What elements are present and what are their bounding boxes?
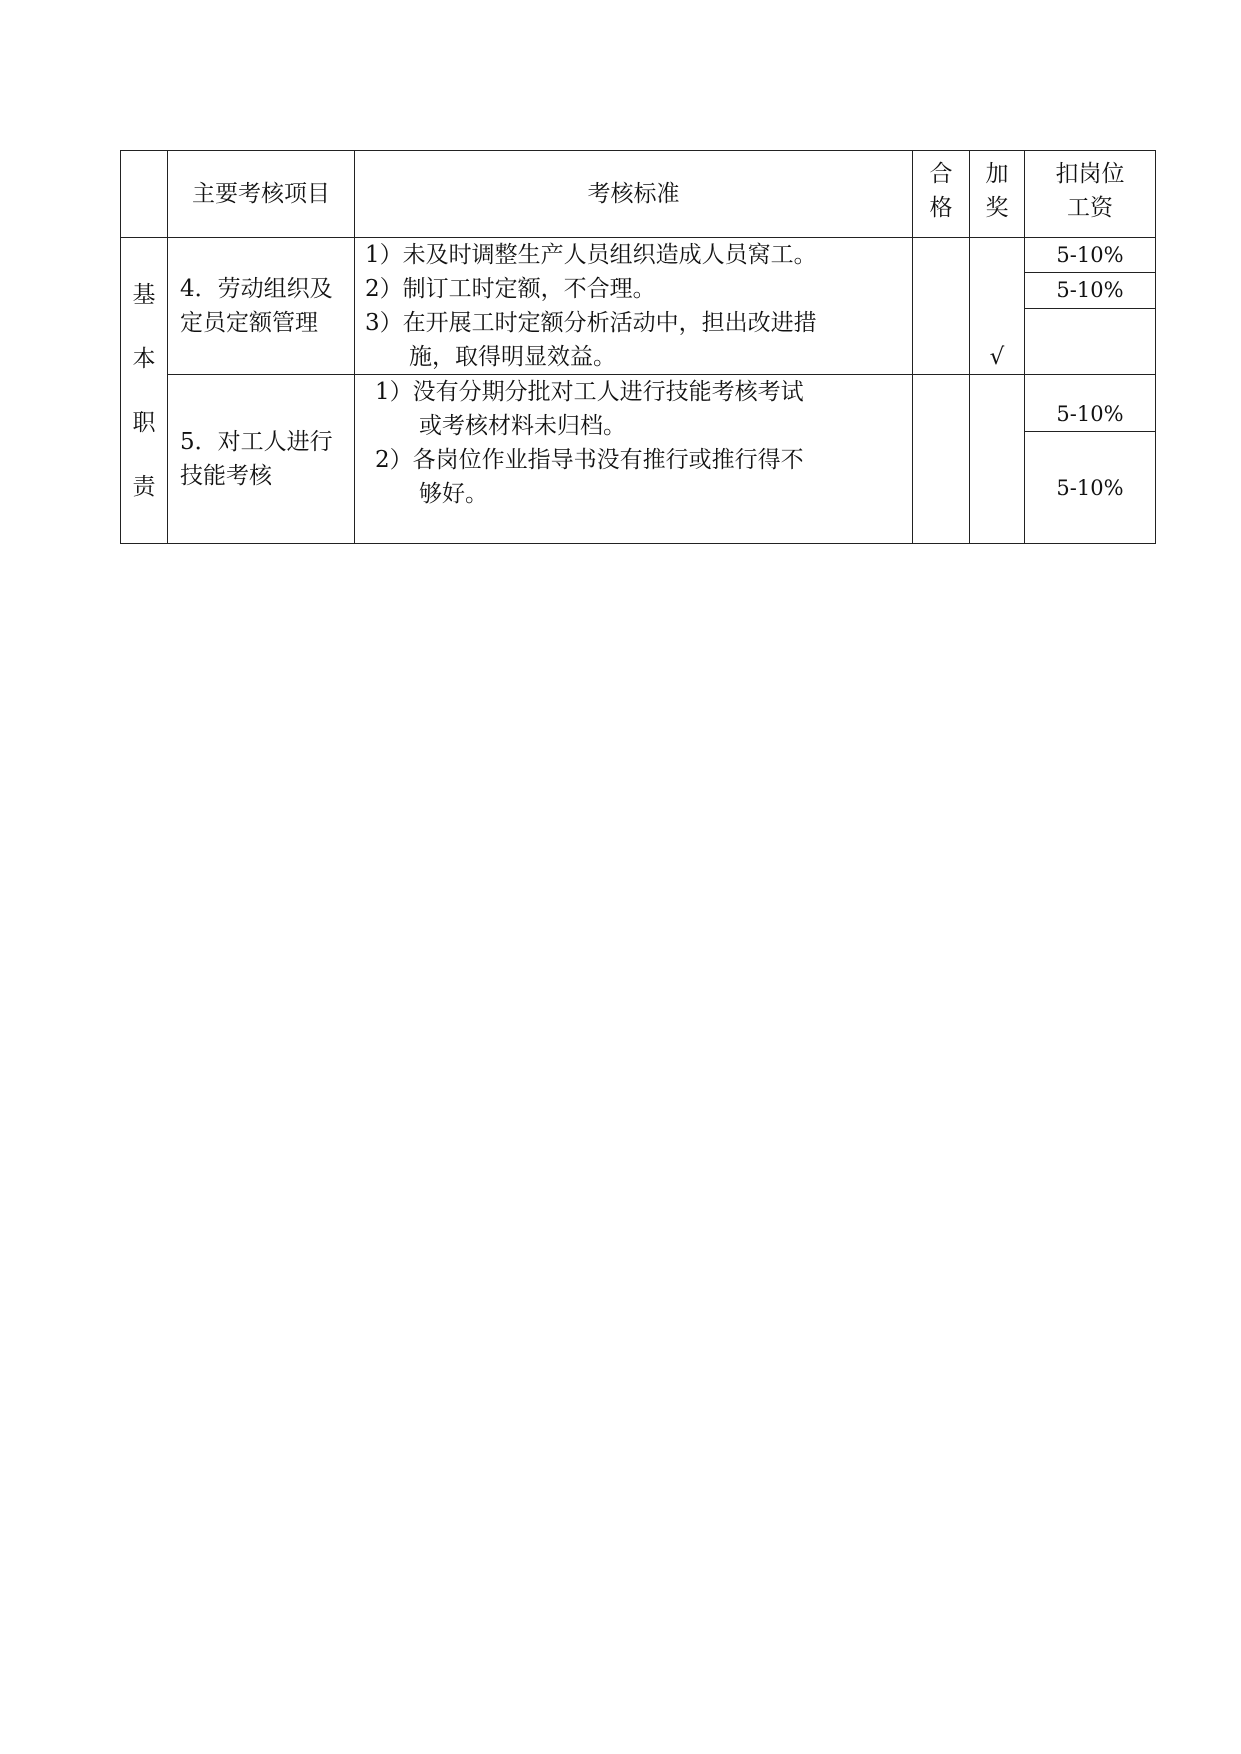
pass-cell [913,375,970,544]
table-row [121,375,1156,432]
pass-cell [913,238,970,375]
header-row [121,151,1156,238]
header-deduct: 扣岗位 工资 [1025,151,1156,238]
header-pass: 合 格 [913,151,970,238]
deduction-cell: 5-10% [1025,432,1156,544]
header-category [121,151,168,238]
item-cell: 5．对工人进行 技能考核 [168,375,355,544]
deduction-cell: 5-10% [1025,238,1156,273]
deduction-cell: 5-10% [1025,375,1156,432]
check-mark: √ [989,344,1005,370]
deduction-cell: 5-10% [1025,273,1156,308]
category-cell: 基 本 职 责 [121,238,168,544]
header-bonus: 加 奖 [970,151,1025,238]
bonus-cell [970,238,1025,375]
header-standard: 考核标准 [355,151,913,238]
standard-cell: 1）未及时调整生产人员组织造成人员窝工。 2）制订工时定额，不合理。 3）在开展工时定额分析活动中，担出改进措 施，取得明显效益。 [355,238,913,375]
table-row [121,238,1156,273]
bonus-cell [970,375,1025,544]
deduction-cell [1025,308,1156,375]
standard-cell: 1）没有分期分批对工人进行技能考核考试 或考核材料未归档。 2）各岗位作业指导书没有推行或推行得不 够好。 [355,375,913,544]
assessment-table [120,150,1156,544]
item-cell: 4．劳动组织及 定员定额管理 [168,238,355,375]
header-item: 主要考核项目 [168,151,355,238]
